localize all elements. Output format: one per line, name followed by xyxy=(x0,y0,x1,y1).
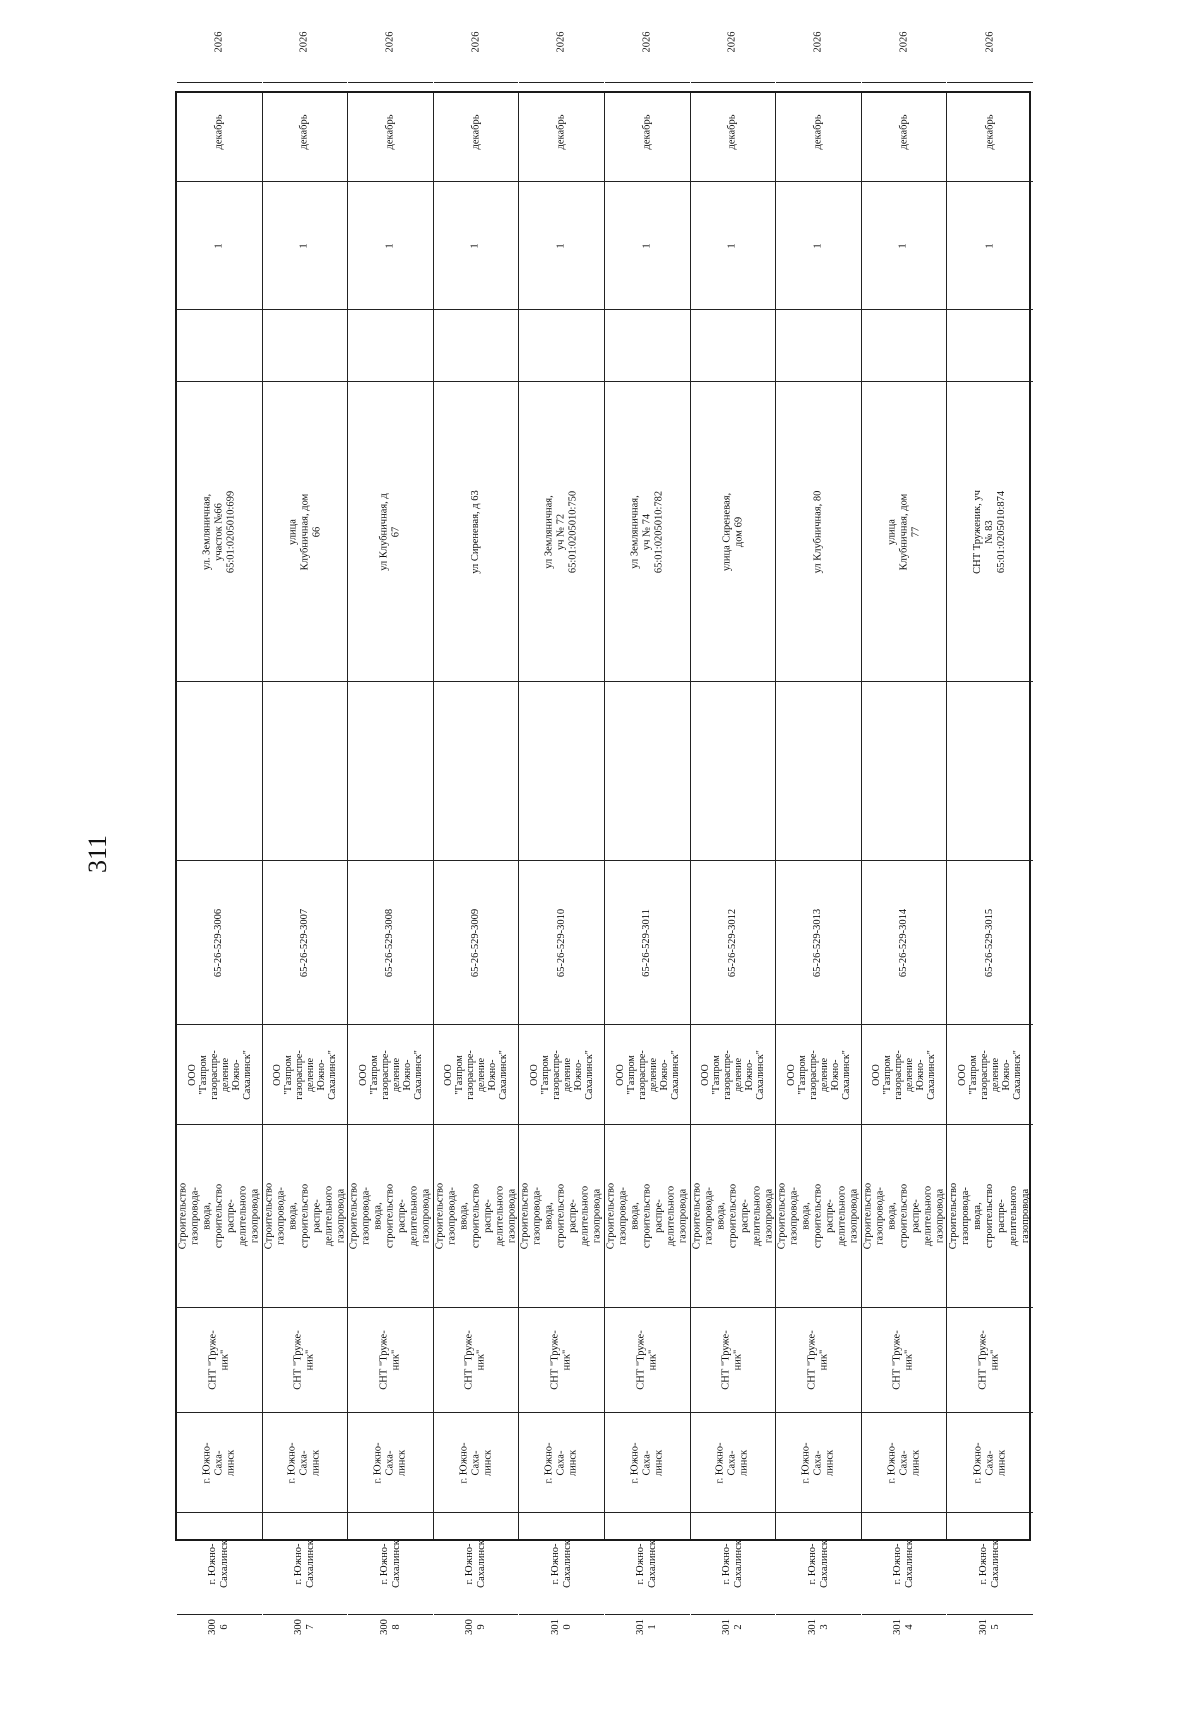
quantity-cell xyxy=(177,182,262,310)
row-number-cell-text: 300 8 xyxy=(378,1619,402,1635)
table-row xyxy=(690,31,777,1635)
code-cell xyxy=(348,861,433,1025)
locality-cell-text: г. Южно- Сахалинск xyxy=(635,1539,659,1588)
address-cell-text: ул Сиреневая, д 63 xyxy=(470,489,482,574)
quantity-cell-text: 1 xyxy=(298,242,310,249)
month-cell xyxy=(691,83,776,182)
year-cell xyxy=(776,2,861,83)
month-cell-text: декабрь xyxy=(898,114,910,150)
year-cell-text: 2026 xyxy=(984,31,996,53)
locality-cell xyxy=(434,1513,519,1615)
year-cell xyxy=(177,2,262,83)
row-number-cell xyxy=(434,1615,519,1639)
work-description-cell-text: Строительство газопровода- ввода, строительство распре- делительного газопровода xyxy=(262,1182,346,1250)
quantity-cell-text: 1 xyxy=(384,242,396,249)
month-cell xyxy=(177,83,262,182)
locality-short-cell xyxy=(263,1413,348,1513)
row-number-cell-text: 301 4 xyxy=(892,1619,916,1635)
code-cell-text: 65-26-529-3014 xyxy=(898,908,910,977)
year-cell xyxy=(519,2,604,83)
year-cell-text: 2026 xyxy=(898,31,910,53)
year-cell xyxy=(434,2,519,83)
organization-cell xyxy=(691,1025,776,1125)
year-cell-text: 2026 xyxy=(812,31,824,53)
month-cell xyxy=(605,83,690,182)
table-row xyxy=(605,31,691,1635)
empty-cell-2 xyxy=(947,310,1033,382)
code-cell xyxy=(434,861,519,1025)
work-description-cell-text: Строительство газопровода- ввода, строительство распре- делительного газопровода xyxy=(776,1182,860,1250)
month-cell xyxy=(776,83,861,182)
locality-cell xyxy=(177,1513,262,1615)
empty-cell-2 xyxy=(348,310,433,382)
empty-cell-1 xyxy=(776,682,861,861)
quantity-cell xyxy=(605,182,690,310)
quantity-cell xyxy=(947,182,1033,310)
locality-short-cell-text: г. Южно- Саха- линск xyxy=(372,1442,408,1483)
empty-cell-1 xyxy=(947,682,1033,861)
year-cell xyxy=(348,2,433,83)
code-cell xyxy=(947,861,1033,1025)
page-number-text: 311 xyxy=(83,834,112,874)
code-cell-text: 65-26-529-3010 xyxy=(555,908,567,977)
snt-cell-text: СНТ "Труже- ник" xyxy=(720,1330,744,1390)
address-cell xyxy=(519,382,604,682)
table-row xyxy=(947,31,1033,1635)
empty-cell-2 xyxy=(691,310,776,382)
empty-cell-1 xyxy=(348,682,433,861)
work-description-cell-text: Строительство газопровода- ввода, строительство распре- делительного газопровода xyxy=(519,1182,603,1250)
locality-short-cell-text: г. Южно- Саха- линск xyxy=(543,1442,579,1483)
row-number-cell xyxy=(605,1615,690,1639)
work-description-cell xyxy=(947,1125,1033,1308)
locality-cell xyxy=(947,1513,1033,1615)
snt-cell xyxy=(862,1308,947,1413)
locality-short-cell-text: г. Южно- Саха- линск xyxy=(201,1442,237,1483)
row-number-cell xyxy=(776,1615,861,1639)
address-cell-text: улица Сиреневая, дом 69 xyxy=(720,492,744,571)
empty-cell-1 xyxy=(862,682,947,861)
year-cell-text: 2026 xyxy=(470,31,482,53)
address-cell-text: СНТ Труженик, уч № 83 65:01:0205010:874 xyxy=(972,489,1008,574)
locality-short-cell xyxy=(519,1413,604,1513)
empty-cell-2 xyxy=(776,310,861,382)
month-cell xyxy=(348,83,433,182)
month-cell-text: декабрь xyxy=(298,114,310,150)
empty-cell-2 xyxy=(263,310,348,382)
work-description-cell-text: Строительство газопровода- ввода, строительство распре- делительного газопровода xyxy=(690,1182,774,1250)
locality-short-cell-text: г. Южно- Саха- линск xyxy=(800,1442,836,1483)
locality-cell-text: г. Южно- Сахалинск xyxy=(207,1539,231,1588)
snt-cell-text: СНТ "Труже- ник" xyxy=(892,1330,916,1390)
locality-cell-text: г. Южно- Сахалинск xyxy=(549,1539,573,1588)
address-cell xyxy=(776,382,861,682)
quantity-cell xyxy=(519,182,604,310)
address-cell-text: ул Клубничная, 80 xyxy=(812,490,824,573)
snt-cell xyxy=(519,1308,604,1413)
work-description-cell xyxy=(434,1125,519,1308)
table-row xyxy=(262,31,349,1635)
locality-cell xyxy=(605,1513,690,1615)
locality-cell xyxy=(263,1513,348,1615)
locality-short-cell xyxy=(605,1413,690,1513)
locality-short-cell-text: г. Южно- Саха- линск xyxy=(458,1442,494,1483)
quantity-cell xyxy=(263,182,348,310)
quantity-cell-text: 1 xyxy=(898,242,910,249)
work-description-cell xyxy=(519,1125,604,1308)
snt-cell-text: СНТ "Труже- ник" xyxy=(292,1330,316,1390)
snt-cell-text: СНТ "Труже- ник" xyxy=(549,1330,573,1390)
row-number-cell-text: 301 3 xyxy=(806,1619,830,1635)
address-cell-text: ул Земляничная, уч № 72 65:01:0205010:750 xyxy=(543,490,579,573)
address-cell-text: ул Клубничная, д 67 xyxy=(378,492,402,571)
locality-cell-text: г. Южно- Сахалинск xyxy=(806,1539,830,1588)
empty-cell-1 xyxy=(263,682,348,861)
month-cell-text: декабрь xyxy=(213,114,225,150)
code-cell-text: 65-26-529-3008 xyxy=(384,908,396,977)
month-cell-text: декабрь xyxy=(641,114,653,150)
row-number-cell-text: 300 7 xyxy=(292,1619,316,1635)
locality-short-cell-text: г. Южно- Саха- линск xyxy=(286,1442,322,1483)
address-cell xyxy=(434,382,519,682)
address-cell xyxy=(862,382,947,682)
snt-cell-text: СНТ "Труже- ник" xyxy=(378,1330,402,1390)
month-cell xyxy=(947,83,1033,182)
row-number-cell xyxy=(263,1615,348,1639)
empty-cell-1 xyxy=(434,682,519,861)
month-cell-text: декабрь xyxy=(812,114,824,150)
quantity-cell xyxy=(691,182,776,310)
table-row xyxy=(177,31,263,1635)
quantity-cell-text: 1 xyxy=(984,242,996,249)
month-cell xyxy=(434,83,519,182)
snt-cell-text: СНТ "Труже- ник" xyxy=(464,1330,488,1390)
locality-cell xyxy=(348,1513,433,1615)
row-number-cell-text: 300 6 xyxy=(207,1619,231,1635)
snt-cell-text: СНТ "Труже- ник" xyxy=(978,1330,1002,1390)
address-cell-text: ул. Земляничная, участок №66 65:01:0205010:699 xyxy=(201,490,237,573)
address-cell xyxy=(177,382,262,682)
organization-cell-text: ООО "Газпром газораспре- деление Южно- Сахалинск" xyxy=(528,1049,595,1100)
locality-short-cell xyxy=(434,1413,519,1513)
work-description-cell-text: Строительство газопровода- ввода, строительство распре- делительного газопровода xyxy=(177,1182,261,1250)
snt-cell xyxy=(947,1308,1033,1413)
empty-cell-2 xyxy=(177,310,262,382)
month-cell-text: декабрь xyxy=(984,114,996,150)
locality-cell-text: г. Южно- Сахалинск xyxy=(378,1539,402,1588)
code-cell xyxy=(776,861,861,1025)
snt-cell-text: СНТ "Труже- ник" xyxy=(635,1330,659,1390)
month-cell-text: декабрь xyxy=(384,114,396,150)
address-cell xyxy=(691,382,776,682)
quantity-cell-text: 1 xyxy=(213,242,225,249)
organization-cell-text: ООО "Газпром газораспре- деление Южно- Сахалинск" xyxy=(443,1049,510,1100)
locality-short-cell xyxy=(947,1413,1033,1513)
work-description-cell xyxy=(177,1125,262,1308)
year-cell-text: 2026 xyxy=(726,31,738,53)
code-cell xyxy=(263,861,348,1025)
quantity-cell xyxy=(348,182,433,310)
snt-cell xyxy=(263,1308,348,1413)
code-cell xyxy=(177,861,262,1025)
code-cell-text: 65-26-529-3007 xyxy=(298,908,310,977)
code-cell xyxy=(862,861,947,1025)
address-cell xyxy=(348,382,433,682)
year-cell xyxy=(947,2,1033,83)
work-description-cell-text: Строительство газопровода- ввода, строительство распре- делительного газопровода xyxy=(862,1182,946,1250)
row-number-cell-text: 301 0 xyxy=(549,1619,573,1635)
month-cell xyxy=(862,83,947,182)
quantity-cell-text: 1 xyxy=(641,242,653,249)
work-description-cell-text: Строительство газопровода- ввода, строительство распре- делительного газопровода xyxy=(948,1182,1032,1250)
quantity-cell-text: 1 xyxy=(470,242,482,249)
locality-cell-text: г. Южно- Сахалинск xyxy=(892,1539,916,1588)
month-cell xyxy=(519,83,604,182)
address-cell xyxy=(947,382,1033,682)
work-description-cell xyxy=(605,1125,690,1308)
snt-cell xyxy=(348,1308,433,1413)
row-number-cell-text: 301 2 xyxy=(720,1619,744,1635)
code-cell-text: 65-26-529-3012 xyxy=(726,908,738,977)
organization-cell-text: ООО "Газпром газораспре- деление Южно- Сахалинск" xyxy=(614,1049,681,1100)
locality-cell-text: г. Южно- Сахалинск xyxy=(292,1539,316,1588)
work-description-cell xyxy=(263,1125,348,1308)
organization-cell-text: ООО "Газпром газораспре- деление Южно- Сахалинск" xyxy=(357,1049,424,1100)
year-cell xyxy=(263,2,348,83)
locality-cell-text: г. Южно- Сахалинск xyxy=(464,1539,488,1588)
empty-cell-1 xyxy=(177,682,262,861)
work-description-cell xyxy=(348,1125,433,1308)
organization-cell-text: ООО "Газпром газораспре- деление Южно- Сахалинск" xyxy=(957,1049,1024,1100)
locality-cell-text: г. Южно- Сахалинск xyxy=(978,1539,1002,1588)
locality-cell-text: г. Южно- Сахалинск xyxy=(720,1539,744,1588)
row-number-cell xyxy=(348,1615,433,1639)
quantity-cell-text: 1 xyxy=(726,242,738,249)
work-description-cell-text: Строительство газопровода- ввода, строительство распре- делительного газопровода xyxy=(605,1182,689,1250)
quantity-cell xyxy=(862,182,947,310)
month-cell-text: декабрь xyxy=(470,114,482,150)
empty-cell-2 xyxy=(519,310,604,382)
table-row xyxy=(434,31,520,1635)
organization-cell xyxy=(263,1025,348,1125)
locality-short-cell xyxy=(862,1413,947,1513)
year-cell xyxy=(605,2,690,83)
locality-cell xyxy=(519,1513,604,1615)
locality-cell xyxy=(862,1513,947,1615)
work-description-cell xyxy=(862,1125,947,1308)
table-row xyxy=(348,31,434,1635)
row-number-cell xyxy=(947,1615,1033,1639)
address-cell-text: ул Земляничная, уч № 74 65:01:0205010:782 xyxy=(629,490,665,573)
organization-cell-text: ООО "Газпром газораспре- деление Южно- Сахалинск" xyxy=(271,1049,338,1100)
snt-cell-text: СНТ "Труже- ник" xyxy=(806,1330,830,1390)
row-number-cell xyxy=(519,1615,604,1639)
row-number-cell-text: 301 5 xyxy=(978,1619,1002,1635)
address-cell-text: улица Клубничная, дом 66 xyxy=(286,493,322,570)
month-cell-text: декабрь xyxy=(726,114,738,150)
empty-cell-1 xyxy=(605,682,690,861)
year-cell xyxy=(691,2,776,83)
organization-cell-text: ООО "Газпром газораспре- деление Южно- Сахалинск" xyxy=(186,1049,253,1100)
locality-cell xyxy=(776,1513,861,1615)
organization-cell xyxy=(776,1025,861,1125)
snt-cell xyxy=(691,1308,776,1413)
empty-cell-1 xyxy=(519,682,604,861)
code-cell xyxy=(605,861,690,1025)
month-cell-text: декабрь xyxy=(555,114,567,150)
organization-cell xyxy=(605,1025,690,1125)
locality-short-cell-text: г. Южно- Саха- линск xyxy=(972,1442,1008,1483)
quantity-cell xyxy=(434,182,519,310)
organization-cell-text: ООО "Газпром газораспре- деление Южно- Сахалинск" xyxy=(699,1049,766,1100)
work-description-cell-text: Строительство газопровода- ввода, строительство распре- делительного газопровода xyxy=(434,1182,518,1250)
code-cell-text: 65-26-529-3011 xyxy=(641,908,653,977)
year-cell-text: 2026 xyxy=(384,31,396,53)
snt-cell xyxy=(776,1308,861,1413)
row-number-cell xyxy=(862,1615,947,1639)
organization-cell xyxy=(177,1025,262,1125)
locality-short-cell-text: г. Южно- Саха- линск xyxy=(629,1442,665,1483)
organization-cell xyxy=(519,1025,604,1125)
locality-short-cell xyxy=(691,1413,776,1513)
code-cell-text: 65-26-529-3006 xyxy=(213,908,225,977)
row-number-cell xyxy=(177,1615,262,1639)
code-cell-text: 65-26-529-3013 xyxy=(812,908,824,977)
locality-cell xyxy=(691,1513,776,1615)
empty-cell-1 xyxy=(691,682,776,861)
year-cell-text: 2026 xyxy=(213,31,225,53)
organization-cell-text: ООО "Газпром газораспре- деление Южно- Сахалинск" xyxy=(785,1049,852,1100)
locality-short-cell xyxy=(177,1413,262,1513)
month-cell xyxy=(263,83,348,182)
snt-cell xyxy=(177,1308,262,1413)
year-cell-text: 2026 xyxy=(298,31,310,53)
quantity-cell-text: 1 xyxy=(555,242,567,249)
table-row xyxy=(862,31,948,1635)
quantity-cell-text: 1 xyxy=(812,242,824,249)
code-cell xyxy=(519,861,604,1025)
table-row xyxy=(776,31,862,1635)
code-cell xyxy=(691,861,776,1025)
organization-cell xyxy=(862,1025,947,1125)
code-cell-text: 65-26-529-3009 xyxy=(470,908,482,977)
snt-cell-text: СНТ "Труже- ник" xyxy=(207,1330,231,1390)
table-row xyxy=(519,31,605,1635)
address-cell xyxy=(605,382,690,682)
year-cell-text: 2026 xyxy=(641,31,653,53)
data-table xyxy=(175,31,1032,1635)
organization-cell xyxy=(434,1025,519,1125)
snt-cell xyxy=(434,1308,519,1413)
year-cell-text: 2026 xyxy=(555,31,567,53)
year-cell xyxy=(862,2,947,83)
locality-short-cell xyxy=(348,1413,433,1513)
empty-cell-2 xyxy=(862,310,947,382)
empty-cell-2 xyxy=(434,310,519,382)
address-cell xyxy=(263,382,348,682)
code-cell-text: 65-26-529-3015 xyxy=(984,908,996,977)
row-number-cell xyxy=(691,1615,776,1639)
organization-cell-text: ООО "Газпром газораспре- деление Южно- Сахалинск" xyxy=(871,1049,938,1100)
locality-short-cell-text: г. Южно- Саха- линск xyxy=(714,1442,750,1483)
locality-short-cell xyxy=(776,1413,861,1513)
organization-cell xyxy=(947,1025,1033,1125)
work-description-cell-text: Строительство газопровода- ввода, строительство распре- делительного газопровода xyxy=(348,1182,432,1250)
address-cell-text: улица Клубничная, дом 77 xyxy=(886,493,922,570)
quantity-cell xyxy=(776,182,861,310)
snt-cell xyxy=(605,1308,690,1413)
work-description-cell xyxy=(691,1125,776,1308)
empty-cell-2 xyxy=(605,310,690,382)
organization-cell xyxy=(348,1025,433,1125)
work-description-cell xyxy=(776,1125,861,1308)
locality-short-cell-text: г. Южно- Саха- линск xyxy=(886,1442,922,1483)
row-number-cell-text: 300 9 xyxy=(464,1619,488,1635)
row-number-cell-text: 301 1 xyxy=(635,1619,659,1635)
